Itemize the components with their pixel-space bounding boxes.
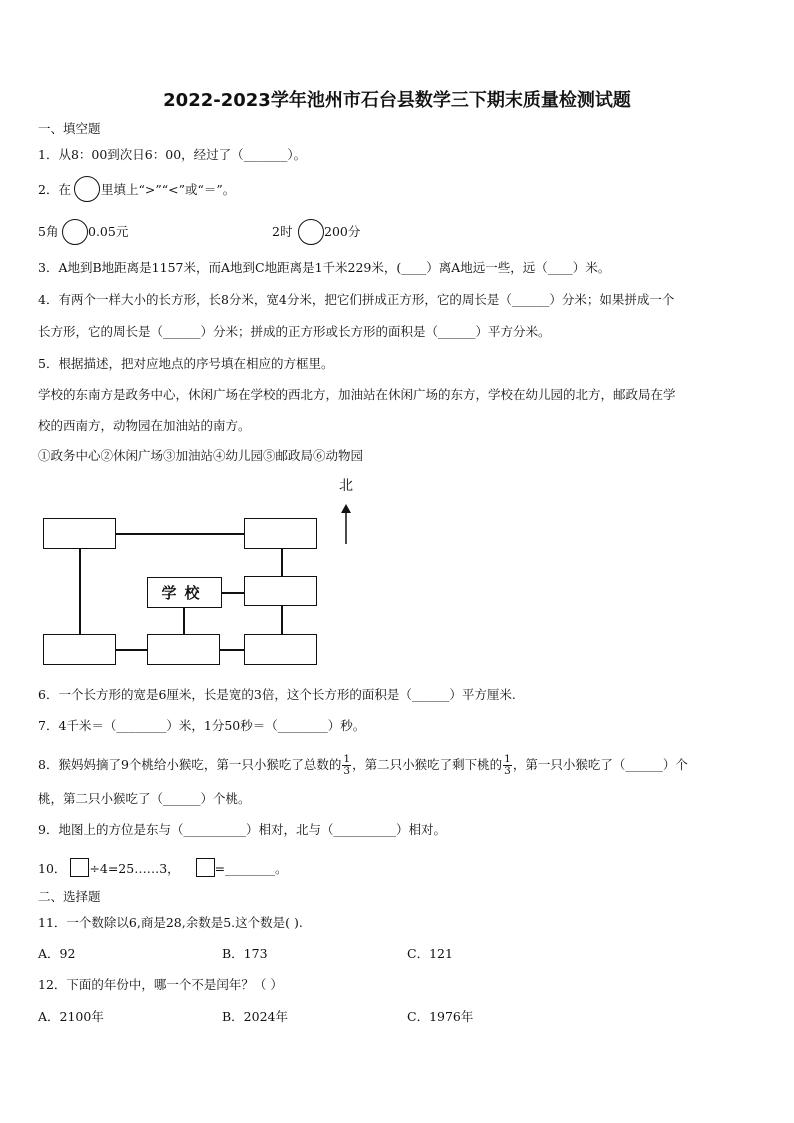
connector-line xyxy=(222,592,245,594)
school-box: 学校 xyxy=(147,577,222,608)
question-8-part-c: ，第一只小猴吃了（______）个 xyxy=(512,757,688,772)
answer-box-southwest[interactable] xyxy=(43,634,116,665)
answer-box-northeast[interactable] xyxy=(244,518,317,549)
connector-line xyxy=(79,548,81,635)
question-11-stem: 11．一个数除以6,商是28,余数是5.这个数是( ). xyxy=(38,915,303,930)
section-heading-choice: 二、选择题 xyxy=(38,889,101,904)
question-8-line2: 桃，第二只小猴吃了（______）个桃。 xyxy=(38,791,251,806)
question-3: 3．A地到B地距离是1157米，而A地到C地距离是1千米229米，(____）离A地远一些，远（____）米。 xyxy=(38,260,611,275)
question-11-option-b[interactable]: B．173 xyxy=(222,946,268,961)
connector-line xyxy=(183,608,185,634)
question-12-option-a[interactable]: A．2100年 xyxy=(38,1009,104,1024)
comparison-circle-2b[interactable] xyxy=(298,219,324,245)
fraction-denominator: 3 xyxy=(343,765,351,777)
connector-line xyxy=(281,548,283,576)
question-5-desc-line2: 校的西南方，动物园在加油站的南方。 xyxy=(38,418,251,433)
question-1: 1．从8：00到次日6：00，经过了（_______）。 xyxy=(38,147,307,162)
question-2-suffix: 里填上“>”“<”或“＝”。 xyxy=(101,182,236,197)
question-11-option-a[interactable]: A．92 xyxy=(38,946,76,961)
question-12-option-b[interactable]: B．2024年 xyxy=(222,1009,288,1024)
question-6: 6．一个长方形的宽是6厘米，长是宽的3倍，这个长方形的面积是（______）平方厘米. xyxy=(38,687,516,702)
question-7: 7．4千米＝（________）米，1分50秒＝（________）秒。 xyxy=(38,718,366,733)
question-5-options: ①政务中心②休闲广场③加油站④幼儿园⑤邮政局⑥动物园 xyxy=(38,448,364,463)
comparison-circle-blank[interactable] xyxy=(74,176,100,202)
connector-line xyxy=(281,606,283,635)
north-label: 北 xyxy=(339,478,353,494)
question-10-expression: ÷4=25……3， xyxy=(89,861,180,876)
connector-line xyxy=(116,649,148,651)
question-2-prefix: 2．在 xyxy=(38,182,71,197)
blank-square[interactable] xyxy=(196,858,215,877)
question-2a-right: 0.05元 xyxy=(88,224,129,239)
question-5-stem: 5．根据描述，把对应地点的序号填在相应的方框里。 xyxy=(38,356,334,371)
section-heading-fill-blank: 一、填空题 xyxy=(38,121,101,136)
question-10 xyxy=(38,858,288,877)
fraction-numerator: 1 xyxy=(343,753,351,765)
page-title: 2022-2023学年池州市石台县数学三下期末质量检测试题 xyxy=(163,90,631,111)
question-12-option-c[interactable]: C．1976年 xyxy=(407,1009,474,1024)
question-12-stem: 12．下面的年份中，哪一个不是闰年？（ ） xyxy=(38,977,283,992)
north-arrow-icon xyxy=(338,504,354,546)
question-5-desc-line1: 学校的东南方是政务中心，休闲广场在学校的西北方，加油站在休闲广场的东方，学校在幼儿园的北方，邮政局在学 xyxy=(38,387,676,402)
answer-box-southeast[interactable] xyxy=(244,634,317,665)
connector-line xyxy=(116,533,244,535)
question-8-part-b: ，第二只小猴吃了剩下桃的 xyxy=(352,757,503,772)
question-4-line2: 长方形，它的周长是（______）分米；拼成的正方形或长方形的面积是（______）平方分米。 xyxy=(38,324,551,339)
question-2a-left: 5角 xyxy=(38,224,59,239)
answer-box-east[interactable] xyxy=(244,576,317,606)
connector-line xyxy=(220,649,245,651)
fraction-one-third xyxy=(503,754,512,777)
question-8-part-a: 8．猴妈妈摘了9个桃给小猴吃，第一只小猴吃了总数的 xyxy=(38,757,342,772)
answer-box-northwest[interactable] xyxy=(43,518,116,549)
fraction-numerator: 1 xyxy=(504,753,511,765)
comparison-circle-2a[interactable] xyxy=(62,219,88,245)
fraction-denominator: 3 xyxy=(504,765,511,777)
question-8-line1 xyxy=(38,754,688,777)
question-11-option-c[interactable]: C．121 xyxy=(407,946,453,961)
question-2b-right: 200分 xyxy=(324,224,361,239)
fraction-one-third xyxy=(342,754,351,777)
question-10-number: 10． xyxy=(38,861,67,876)
question-2b-left: 2时 xyxy=(272,224,293,239)
question-10-equals: =________。 xyxy=(214,861,288,876)
question-9: 9．地图上的方位是东与（__________）相对，北与（__________）相对。 xyxy=(38,822,446,837)
blank-square[interactable] xyxy=(70,858,89,877)
question-4-line1: 4．有两个一样大小的长方形，长8分米，宽4分米，把它们拼成正方形，它的周长是（______）分米；如果拼成一个 xyxy=(38,292,675,307)
answer-box-south[interactable] xyxy=(147,634,220,665)
